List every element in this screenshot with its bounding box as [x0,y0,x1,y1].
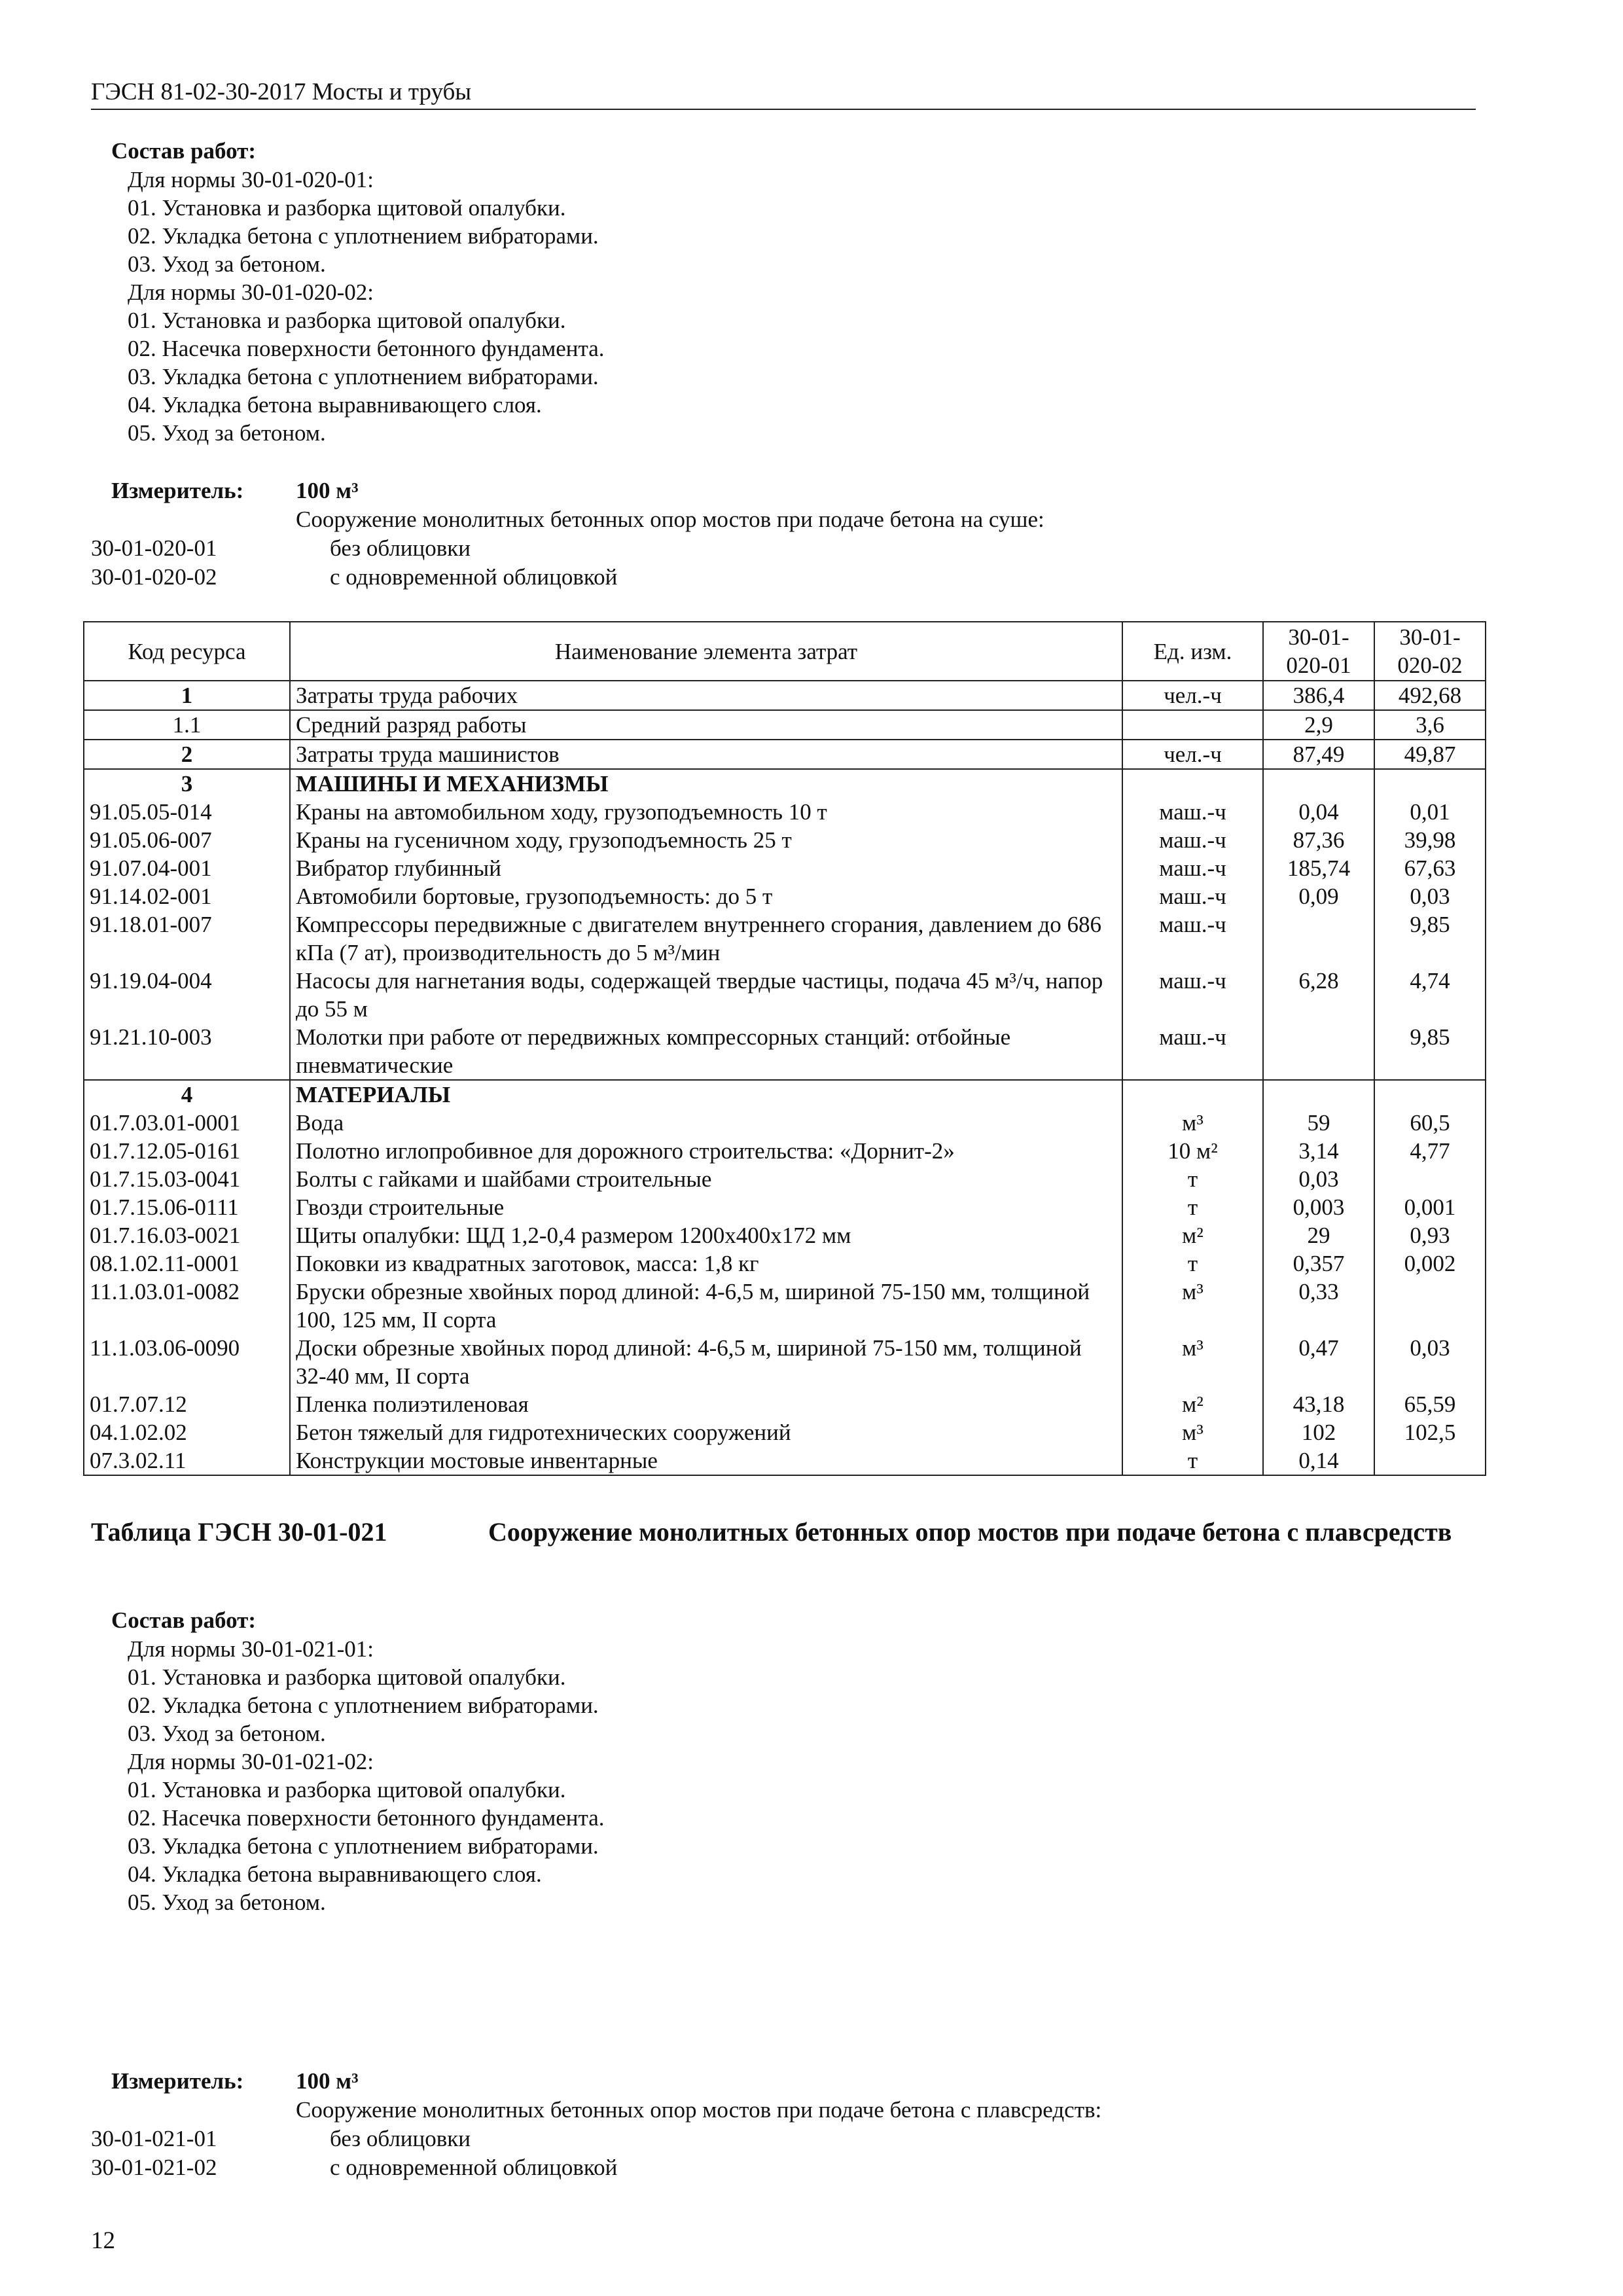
norm-1-value-cell: 0,33 [1263,1278,1374,1334]
work-composition-list [91,1635,1476,1916]
norm-2-value-cell: 0,002 [1374,1249,1486,1278]
table-row [84,854,1486,882]
table-row [84,967,1486,1023]
resource-code-cell: 01.7.16.03-0021 [84,1221,290,1249]
norm-1-value-cell [1263,1080,1374,1109]
resource-code-cell: 01.7.12.05-0161 [84,1137,290,1165]
work-line: 02. Укладка бетона с уплотнением вибраторами. [128,1693,599,1718]
work-line: 01. Установка и разборка щитовой опалубки. [128,308,566,333]
unit-cell: т [1122,1446,1263,1475]
norm-code: 30-01-021-01 [91,2126,217,2151]
unit-cell: маш.-ч [1122,882,1263,910]
resource-code-cell: 01.7.15.06-0111 [84,1193,290,1221]
work-composition-2 [91,1606,1476,1916]
work-line: 04. Укладка бетона выравнивающего слоя. [128,1861,542,1887]
resource-name-cell: Насосы для нагнетания воды, содержащей твердые частицы, подача 45 м³/ч, напор до 55 м [290,967,1122,1023]
resource-name-cell: Вибратор глубинный [290,854,1122,882]
norm-1-value-cell: 87,49 [1263,740,1374,769]
unit-cell [1122,769,1263,798]
unit-cell: т [1122,1165,1263,1193]
table-row [84,1109,1486,1137]
resource-code-cell: 91.14.02-001 [84,882,290,910]
table-row [84,1165,1486,1193]
norm-1-value-cell: 2,9 [1263,710,1374,740]
measure-description: Сооружение монолитных бетонных опор мостов при подаче бетона на суше: [296,507,1044,532]
norm-1-value-cell [1263,769,1374,798]
resource-code-cell: 91.18.01-007 [84,910,290,967]
norm-2-value-cell: 0,001 [1374,1193,1486,1221]
measure-label: Измеритель: [111,478,244,503]
unit-cell [1122,710,1263,740]
norm-2-value-cell [1374,1278,1486,1334]
table-row [84,910,1486,967]
table-row [84,1249,1486,1278]
norm-2-value-cell: 0,01 [1374,798,1486,826]
resource-table [83,621,1486,1476]
unit-cell: м³ [1122,1418,1263,1446]
norm-1-value-cell: 0,09 [1263,882,1374,910]
norm-2-value-cell [1374,1165,1486,1193]
norm-1-value-cell: 43,18 [1263,1390,1374,1418]
unit-cell: 10 м² [1122,1137,1263,1165]
norm-1-value-cell: 0,357 [1263,1249,1374,1278]
norm-1-value-cell: 0,03 [1263,1165,1374,1193]
resource-code-cell: 91.19.04-004 [84,967,290,1023]
norm-2-value-cell: 9,85 [1374,1023,1486,1080]
norm-1-value-cell [1263,910,1374,967]
work-composition-1 [91,137,1476,447]
norm-2-value-cell: 0,03 [1374,1334,1486,1390]
norm-1-value-cell: 185,74 [1263,854,1374,882]
resource-code-cell: 91.05.05-014 [84,798,290,826]
norm-2-value-cell [1374,1446,1486,1475]
work-line: 02. Насечка поверхности бетонного фундамента. [128,336,605,361]
resource-name-cell: Пленка полиэтиленовая [290,1390,1122,1418]
norm-1-value-cell: 29 [1263,1221,1374,1249]
work-line: 01. Установка и разборка щитовой опалубки. [128,1664,566,1690]
resource-name-cell: Краны на автомобильном ходу, грузоподъемность 10 т [290,798,1122,826]
unit-cell: м² [1122,1390,1263,1418]
measure-unit: 100 м³ [296,2068,359,2094]
unit-cell: чел.-ч [1122,740,1263,769]
norm-1-value-cell: 87,36 [1263,826,1374,854]
resource-name-cell: Конструкции мостовые инвентарные [290,1446,1122,1475]
header-code: Код ресурса [84,622,290,681]
work-composition-title: Состав работ: [111,1607,256,1633]
table-row [84,798,1486,826]
table-number: Таблица ГЭСН 30-01-021 [91,1517,387,1547]
norm-1-value-cell: 0,003 [1263,1193,1374,1221]
norm-2-value-cell: 4,77 [1374,1137,1486,1165]
table-row [84,1446,1486,1475]
table-row [84,1193,1486,1221]
resource-code-cell: 01.7.03.01-0001 [84,1109,290,1137]
work-line: 05. Уход за бетоном. [128,1890,326,1915]
norm-2-value-cell: 49,87 [1374,740,1486,769]
work-line: 04. Укладка бетона выравнивающего слоя. [128,392,542,418]
work-line: Для нормы 30-01-020-02: [128,279,374,305]
resource-name-cell: Затраты труда рабочих [290,681,1122,710]
table-row [84,1080,1486,1109]
work-composition-list [91,166,1476,447]
resource-name-cell: Автомобили бортовые, грузоподъемность: до 5 т [290,882,1122,910]
norm-2-value-cell: 4,74 [1374,967,1486,1023]
resource-name-cell: Бруски обрезные хвойных пород длиной: 4-6,5 м, шириной 75-150 мм, толщиной 100, 125 мм, II сорта [290,1278,1122,1334]
header-norm-2: 30-01- 020-02 [1374,622,1486,681]
unit-cell: маш.-ч [1122,967,1263,1023]
unit-cell: м³ [1122,1109,1263,1137]
header-norm-1: 30-01- 020-01 [1263,622,1374,681]
work-line: 03. Уход за бетоном. [128,1721,326,1746]
resource-name-cell: Средний разряд работы [290,710,1122,740]
resource-code-cell: 4 [84,1080,290,1109]
norm-variant: с одновременной облицовкой [330,2155,618,2180]
resource-code-cell: 11.1.03.06-0090 [84,1334,290,1390]
norm-1-value-cell: 59 [1263,1109,1374,1137]
measure-label: Измеритель: [111,2068,244,2094]
norm-2-value-cell [1374,769,1486,798]
table-row [84,710,1486,740]
norm-2-value-cell: 102,5 [1374,1418,1486,1446]
table-row [84,826,1486,854]
header-unit: Ед. изм. [1122,622,1263,681]
resource-code-cell: 07.3.02.11 [84,1446,290,1475]
resource-name-cell: Гвозди строительные [290,1193,1122,1221]
work-line: 05. Уход за бетоном. [128,420,326,446]
norm-2-value-cell: 39,98 [1374,826,1486,854]
unit-cell: т [1122,1249,1263,1278]
resource-code-cell: 2 [84,740,290,769]
work-line: 02. Укладка бетона с уплотнением вибраторами. [128,223,599,249]
norm-1-value-cell: 3,14 [1263,1137,1374,1165]
work-composition-title: Состав работ: [111,138,256,164]
work-line: 03. Уход за бетоном. [128,251,326,277]
work-line: Для нормы 30-01-020-01: [128,167,374,192]
unit-cell: маш.-ч [1122,910,1263,967]
norm-variant: без облицовки [330,535,471,561]
page-header: ГЭСН 81-02-30-2017 Мосты и трубы [91,77,1476,110]
measure-block-2 [91,2067,1476,2185]
resource-code-cell: 1 [84,681,290,710]
unit-cell: маш.-ч [1122,826,1263,854]
resource-name-cell: Щиты опалубки: ЩД 1,2-0,4 размером 1200х400х172 мм [290,1221,1122,1249]
resource-name-cell: Доски обрезные хвойных пород длиной: 4-6,5 м, шириной 75-150 мм, толщиной 32-40 мм, II сорта [290,1334,1122,1390]
table-row [84,1334,1486,1390]
norm-2-value-cell: 9,85 [1374,910,1486,967]
norm-variant: с одновременной облицовкой [330,564,618,590]
unit-cell: маш.-ч [1122,1023,1263,1080]
resource-name-cell: МАТЕРИАЛЫ [290,1080,1122,1109]
norm-variant: без облицовки [330,2126,471,2151]
resource-name-cell: Краны на гусеничном ходу, грузоподъемность 25 т [290,826,1122,854]
unit-cell: чел.-ч [1122,681,1263,710]
table-body [84,681,1486,1475]
unit-cell: м² [1122,1221,1263,1249]
table-row [84,1390,1486,1418]
work-line: 03. Укладка бетона с уплотнением вибраторами. [128,364,599,389]
unit-cell: маш.-ч [1122,798,1263,826]
norm-1-value-cell: 0,47 [1263,1334,1374,1390]
unit-cell: маш.-ч [1122,854,1263,882]
resource-name-cell: Вода [290,1109,1122,1137]
resource-code-cell: 91.21.10-003 [84,1023,290,1080]
norm-1-value-cell: 0,04 [1263,798,1374,826]
norm-2-value-cell: 3,6 [1374,710,1486,740]
resource-name-cell: Затраты труда машинистов [290,740,1122,769]
resource-code-cell: 01.7.07.12 [84,1390,290,1418]
table-row [84,769,1486,798]
table-row [84,1221,1486,1249]
table-row [84,740,1486,769]
norm-code: 30-01-021-02 [91,2155,217,2180]
resource-code-cell: 91.05.06-007 [84,826,290,854]
work-line: 03. Укладка бетона с уплотнением вибраторами. [128,1833,599,1859]
measure-block-1 [91,476,1476,594]
table-header-row [84,622,1486,681]
work-line: 02. Насечка поверхности бетонного фундамента. [128,1805,605,1831]
resource-name-cell: Бетон тяжелый для гидротехнических сооружений [290,1418,1122,1446]
measure-description: Сооружение монолитных бетонных опор мостов при подаче бетона с плавсредств: [296,2097,1102,2123]
norm-1-value-cell [1263,1023,1374,1080]
norm-2-value-cell: 0,03 [1374,882,1486,910]
norm-code: 30-01-020-01 [91,535,217,561]
work-line: Для нормы 30-01-021-01: [128,1636,374,1662]
resource-name-cell: Молотки при работе от передвижных компрессорных станций: отбойные пневматические [290,1023,1122,1080]
work-line: 01. Установка и разборка щитовой опалубки. [128,195,566,221]
resource-code-cell: 11.1.03.01-0082 [84,1278,290,1334]
table-row [84,1023,1486,1080]
resource-name-cell: МАШИНЫ И МЕХАНИЗМЫ [290,769,1122,798]
resource-name-cell: Компрессоры передвижные с двигателем внутреннего сгорания, давлением до 686 кПа (7 ат), производительность до 5 м³/мин [290,910,1122,967]
unit-cell: м³ [1122,1278,1263,1334]
resource-code-cell: 3 [84,769,290,798]
norm-1-value-cell: 386,4 [1263,681,1374,710]
page-number: 12 [91,2227,115,2254]
norm-2-value-cell: 65,59 [1374,1390,1486,1418]
table-row [84,681,1486,710]
norm-2-value-cell: 492,68 [1374,681,1486,710]
table-row [84,882,1486,910]
resource-code-cell: 08.1.02.11-0001 [84,1249,290,1278]
norm-2-value-cell: 60,5 [1374,1109,1486,1137]
norm-code: 30-01-020-02 [91,564,217,590]
resource-code-cell: 01.7.15.03-0041 [84,1165,290,1193]
measure-unit: 100 м³ [296,478,359,503]
resource-code-cell: 91.07.04-001 [84,854,290,882]
table-row [84,1418,1486,1446]
table-row [84,1278,1486,1334]
unit-cell: т [1122,1193,1263,1221]
resource-code-cell: 1.1 [84,710,290,740]
header-name: Наименование элемента затрат [290,622,1122,681]
resource-name-cell: Поковки из квадратных заготовок, масса: 1,8 кг [290,1249,1122,1278]
work-line: Для нормы 30-01-021-02: [128,1749,374,1774]
norm-2-value-cell [1374,1080,1486,1109]
resource-name-cell: Полотно иглопробивное для дорожного строительства: «Дорнит-2» [290,1137,1122,1165]
unit-cell: м³ [1122,1334,1263,1390]
norm-1-value-cell: 0,14 [1263,1446,1374,1475]
table-name: Сооружение монолитных бетонных опор мостов при подаче бетона с плавсредств [488,1517,1452,1547]
work-line: 01. Установка и разборка щитовой опалубки. [128,1777,566,1803]
norm-2-value-cell: 0,93 [1374,1221,1486,1249]
norm-1-value-cell: 102 [1263,1418,1374,1446]
resource-name-cell: Болты с гайками и шайбами строительные [290,1165,1122,1193]
unit-cell [1122,1080,1263,1109]
norm-1-value-cell: 6,28 [1263,967,1374,1023]
table-row [84,1137,1486,1165]
norm-2-value-cell: 67,63 [1374,854,1486,882]
resource-code-cell: 04.1.02.02 [84,1418,290,1446]
